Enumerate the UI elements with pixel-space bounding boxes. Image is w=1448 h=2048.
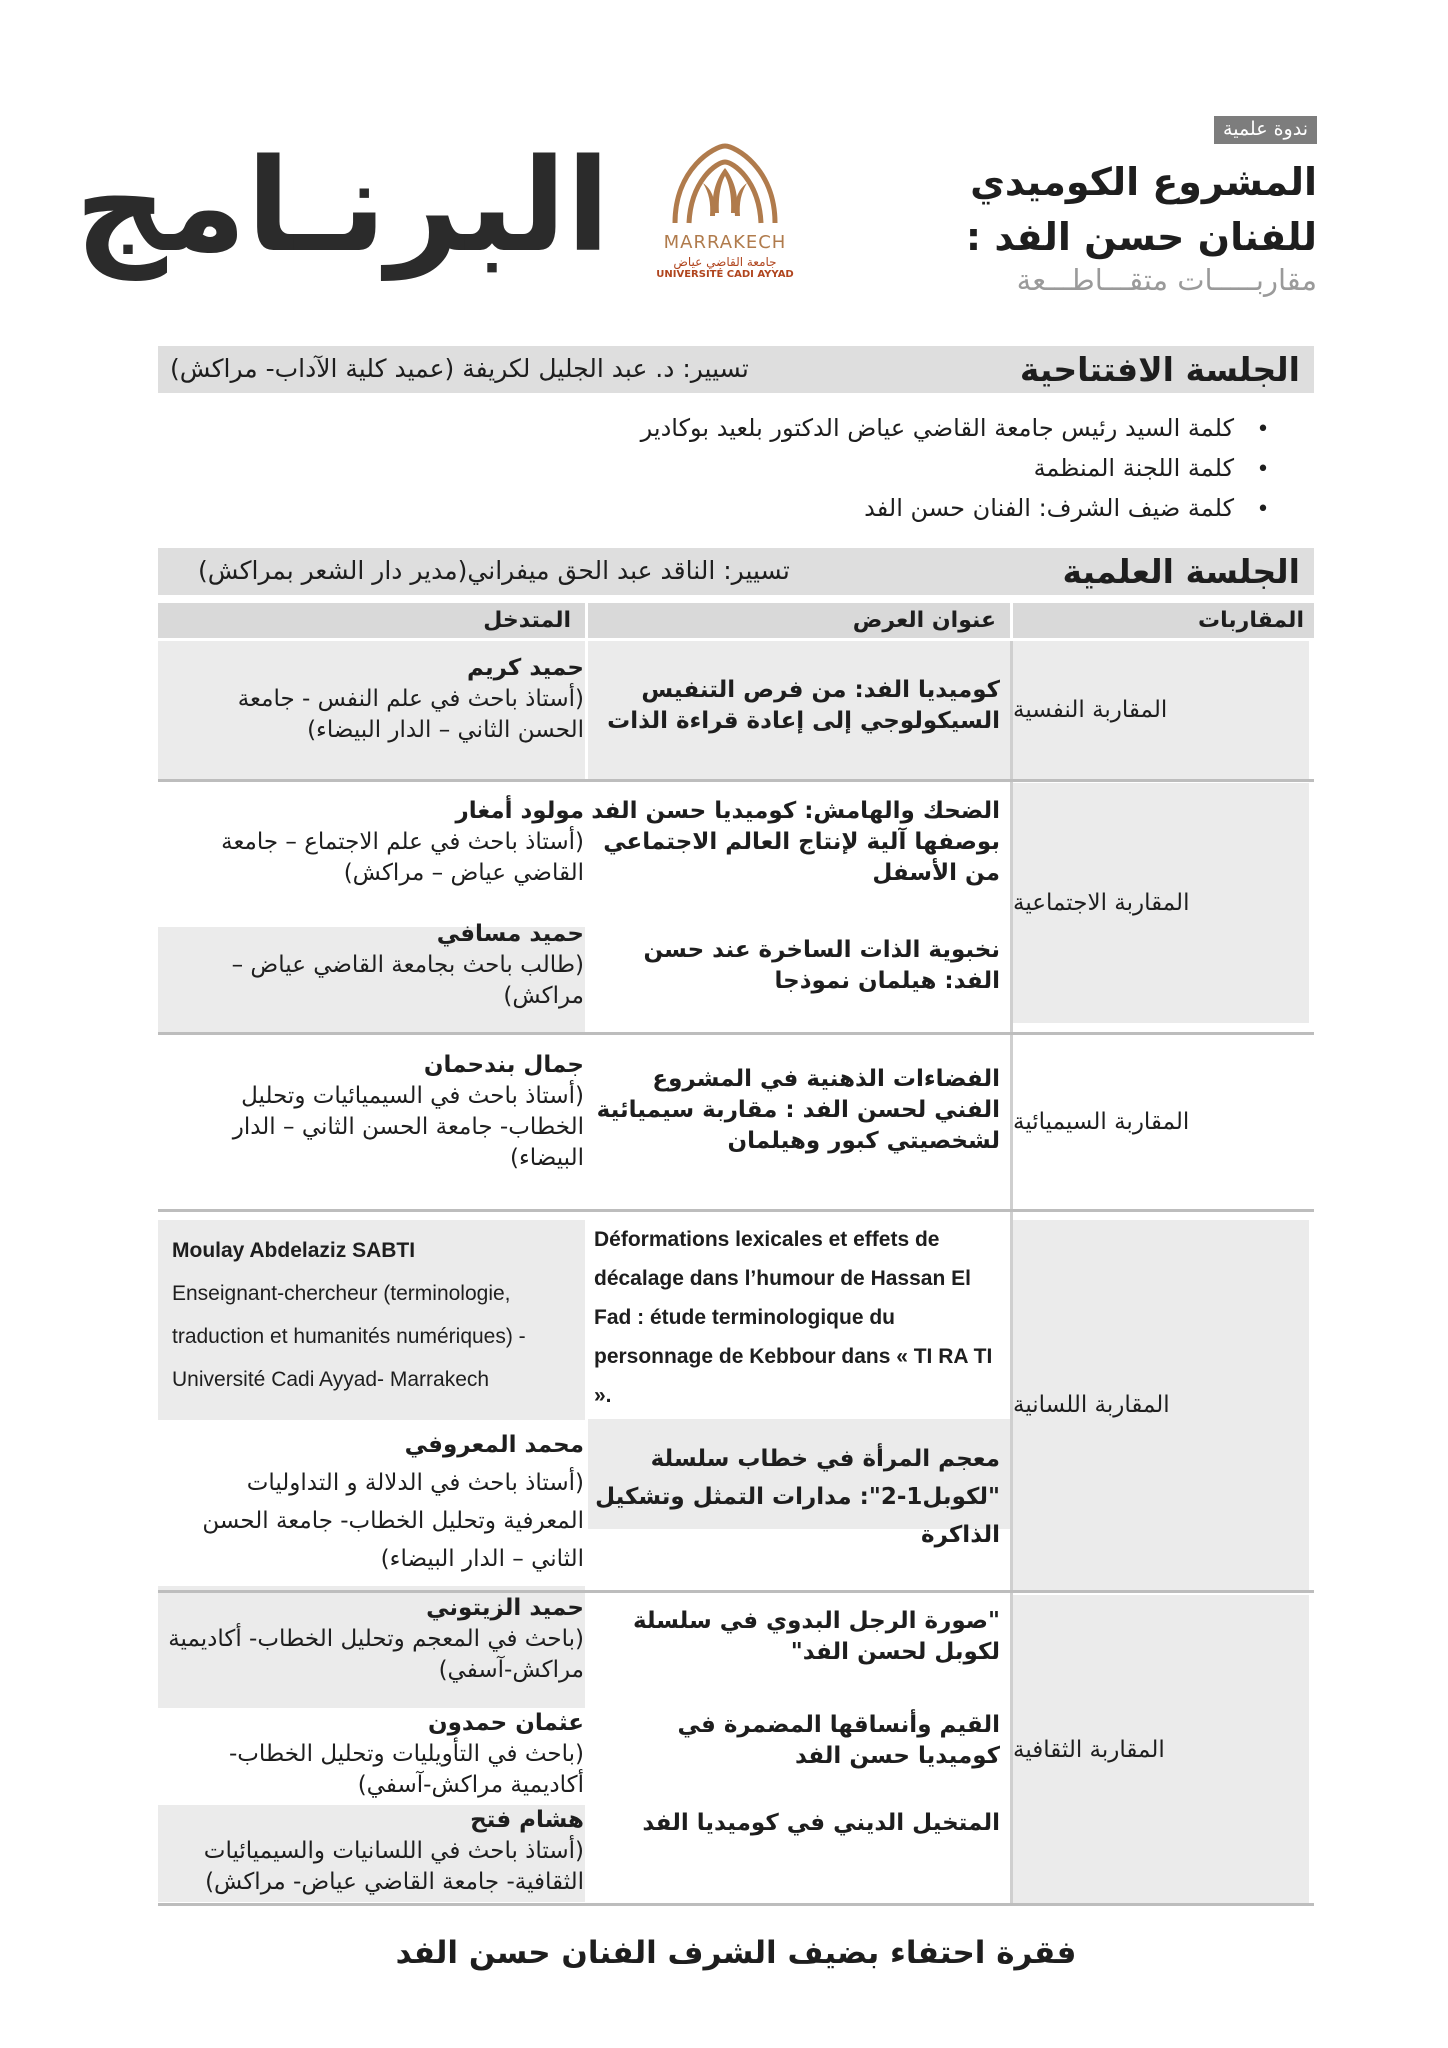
approach-psychological: المقاربة النفسية	[1013, 641, 1309, 779]
speaker-name: مولود أمغار	[455, 798, 584, 824]
opening-session-moderator: تسيير: د. عبد الجليل لكريفة (عميد كلية الآداب- مراكش)	[170, 354, 749, 383]
row-divider	[158, 779, 1314, 782]
speaker-name: حميد مسافي	[436, 921, 584, 947]
presentation-title: الفضاءات الذهنية في المشروع الفني لحسن الفد : مقاربة سيميائية لشخصيتي كبور وهيلمان	[596, 1066, 1000, 1154]
speaker-affiliation: (باحث في التأويليات وتحليل الخطاب- أكاديمية مراكش-آسفي)	[228, 1741, 584, 1798]
logo-arabic-text: جامعة القاضي عياض	[673, 255, 777, 269]
logo-french-text: UNIVERSITÉ CADI AYYAD	[656, 269, 794, 280]
presentation-title: الضحك والهامش: كوميديا حسن الفد بوصفها آلية لإنتاج العالم الاجتماعي من الأسفل	[591, 798, 1000, 886]
approach-linguistic: المقاربة اللسانية	[1013, 1220, 1309, 1590]
speaker-affiliation: (أستاذ باحث في الدلالة و التداوليات المعرفية وتحليل الخطاب- جامعة الحسن الثاني – الدار البيضاء)	[202, 1470, 584, 1572]
speaker	[168, 1805, 584, 1898]
speaker-name: جمال بندحمان	[423, 1052, 584, 1078]
presentation-title: المتخيل الديني في كوميديا الفد	[642, 1810, 1000, 1836]
program-title: البرنـامج	[74, 132, 610, 281]
presentation-title: كوميديا الفد: من فرص التنفيس السيكولوجي إلى إعادة قراءة الذات	[607, 677, 1000, 734]
speaker	[172, 1229, 582, 1401]
speaker-affiliation: (أستاذ باحث في اللسانيات والسيميائيات الثقافية- جامعة القاضي عياض- مراكش)	[203, 1838, 584, 1895]
speaker-affiliation: (أستاذ باحث في علم النفس - جامعة الحسن الثاني – الدار البيضاء)	[237, 686, 584, 743]
scientific-session-title: الجلسة العلمية	[1062, 552, 1300, 591]
scientific-session-moderator: تسيير: الناقد عبد الحق ميفراني(مدير دار الشعر بمراكش)	[198, 556, 790, 585]
speaker	[168, 919, 584, 1012]
speaker-affiliation: Enseignant-chercheur (terminologie, traduction et humanités numériques) - Université Cadi Ayyad- Marrakech	[172, 1282, 526, 1391]
presentation-title: "صورة الرجل البدوي في سلسلة لكوبل لحسن الفد"	[632, 1608, 1000, 1665]
speaker	[168, 1708, 584, 1801]
list-item: • كلمة ضيف الشرف: الفنان حسن الفد	[378, 488, 1278, 528]
column-header-title: عنوان العرض	[588, 603, 1010, 638]
scientific-session-bar	[158, 548, 1314, 595]
event-title-line2: للفنان حسن الفد :	[965, 215, 1317, 259]
university-logo	[650, 138, 800, 298]
speaker-name: هشام فتح	[470, 1807, 584, 1833]
opening-session-list	[378, 408, 1278, 528]
logo-city-text: MARRAKECH	[663, 232, 787, 253]
column-header-speaker: المتدخل	[158, 603, 585, 638]
opening-session-bar	[158, 346, 1314, 393]
event-type-badge: ندوة علمية	[1214, 116, 1317, 144]
event-subtitle: مقاربـــــات متقـــاطـــعة	[1016, 263, 1317, 297]
university-emblem-icon	[665, 138, 785, 228]
speaker-affiliation: (طالب باحث بجامعة القاضي عياض – مراكش)	[231, 952, 584, 1009]
row-divider	[158, 1032, 1314, 1035]
opening-session-title: الجلسة الافتتاحية	[1019, 350, 1300, 389]
event-title-line1: المشروع الكوميدي	[970, 160, 1317, 204]
speaker-name: حميد كريم	[466, 655, 584, 681]
row-divider	[158, 1903, 1314, 1906]
speaker	[168, 1050, 584, 1174]
speaker-name: عثمان حمدون	[427, 1710, 584, 1736]
program-table	[158, 603, 1314, 1903]
list-item: • كلمة اللجنة المنظمة	[378, 448, 1278, 488]
approach-social: المقاربة الاجتماعية	[1013, 783, 1309, 1023]
presentation-title: Déformations lexicales et effets de décalage dans l’humour de Hassan El Fad : étude terminologique du personnage de Kebbour dans « TI RA TI ».	[594, 1228, 993, 1407]
speaker-name: Moulay Abdelaziz SABTI	[172, 1239, 416, 1262]
presentation-title: نخبوية الذات الساخرة عند حسن الفد: هيلمان نموذجا	[643, 937, 1000, 994]
presentation-title: معجم المرأة في خطاب سلسلة "لكوبل1-2": مدارات التمثل وتشكيل الذاكرة	[595, 1446, 1000, 1548]
closing-segment: فقرة احتفاء بضيف الشرف الفنان حسن الفد	[395, 1935, 1077, 1971]
column-header-approaches: المقاربات	[1013, 603, 1314, 638]
approach-semiotic: المقاربة السيميائية	[1013, 1037, 1309, 1207]
speaker-affiliation: (أستاذ باحث في السيميائيات وتحليل الخطاب- جامعة الحسن الثاني – الدار البيضاء)	[232, 1083, 584, 1171]
speaker	[168, 1593, 584, 1686]
speaker-affiliation: (باحث في المعجم وتحليل الخطاب- أكاديمية مراكش-آسفي)	[168, 1626, 584, 1683]
row-divider	[158, 1209, 1314, 1212]
approach-cultural: المقاربة الثقافية	[1013, 1595, 1309, 1905]
speaker	[168, 653, 584, 746]
presentation-title: القيم وأنساقها المضمرة في كوميديا حسن الفد	[677, 1712, 1000, 1769]
speaker-affiliation: (أستاذ باحث في علم الاجتماع – جامعة القاضي عياض – مراكش)	[221, 829, 584, 886]
speaker	[168, 1426, 584, 1578]
speaker	[168, 796, 584, 889]
speaker-name: محمد المعروفي	[404, 1432, 584, 1458]
speaker-name: حميد الزيتوني	[426, 1595, 584, 1621]
column-divider	[1010, 641, 1013, 1903]
list-item: • كلمة السيد رئيس جامعة القاضي عياض الدكتور بلعيد بوكادير	[378, 408, 1278, 448]
